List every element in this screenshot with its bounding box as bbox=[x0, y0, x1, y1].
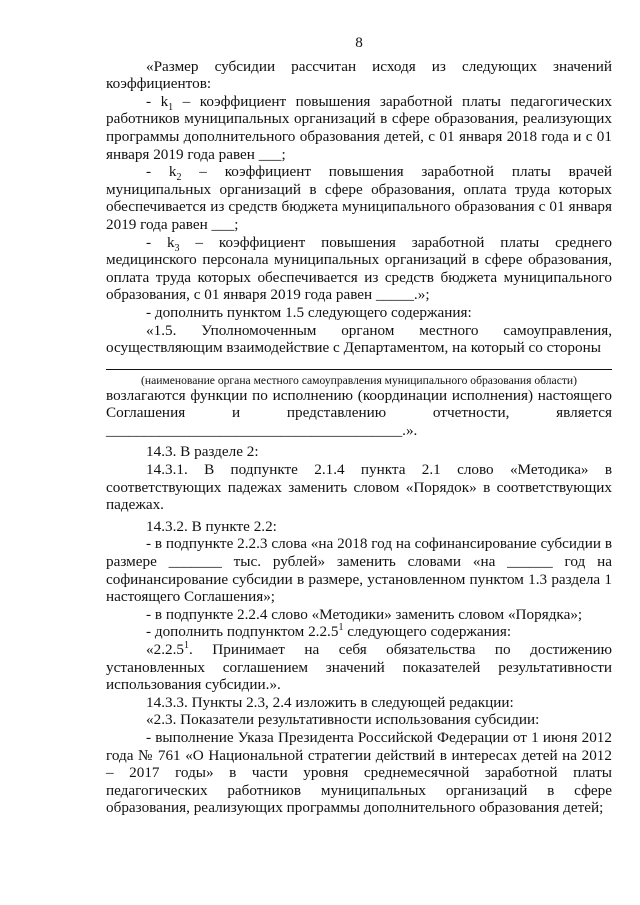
k2-text: – коэффициент повышения заработной платы врачей муниципальных организаций в сфере образования, оплата труда которых обеспечивается из средств бюджета муниципального образования с 01 января 2019 года равен ___; bbox=[106, 163, 612, 233]
paragraph-14-3: 14.3. В разделе 2: bbox=[146, 443, 259, 461]
blank-field-block bbox=[106, 361, 612, 387]
paragraph-k2 bbox=[106, 163, 612, 233]
p225-text: . Принимает на себя обязательства по достижению установленных соглашением значений показателей результативности использования субсидии.». bbox=[106, 641, 612, 694]
k2-prefix: - k bbox=[146, 163, 177, 181]
paragraph-k3 bbox=[106, 234, 612, 304]
paragraph-add-2-2-5 bbox=[106, 623, 612, 641]
paragraph-1-5: «1.5. Уполномоченным органом местного самоуправления, осуществляющим взаимодействие с Департаментом, на который со стороны bbox=[106, 321, 612, 357]
paragraph-2-2-3: - в подпункте 2.2.3 слова «на 2018 год на софинансирование субсидии в размере _______ тыс. рублей» заменить словами «на ______ год на софинансирование субсидии в размере, установленном пунктом 1.3 раздела 1 настоящего Соглашения»; bbox=[106, 535, 612, 606]
k3-prefix: - k bbox=[146, 233, 175, 251]
p225-superscript: 1 bbox=[183, 639, 189, 651]
paragraph-2-2-4: - в подпункте 2.2.4 слово «Методики» заменить словом «Порядка»; bbox=[146, 605, 583, 623]
page-number: 8 bbox=[355, 34, 363, 51]
add-2-2-5-prefix: - дополнить подпунктом 2.2.5 bbox=[146, 623, 339, 641]
paragraph-14-3-3: 14.3.3. Пункты 2.3, 2.4 изложить в следующей редакции: bbox=[146, 693, 514, 711]
paragraph-14-3-1: 14.3.1. В подпункте 2.1.4 пункта 2.1 слово «Методика» в соответствующих падежах заменить словом «Порядок» в соответствующих падежах. bbox=[106, 461, 612, 514]
paragraph-size-intro: «Размер субсидии рассчитан исходя из следующих значений коэффициентов: bbox=[106, 57, 612, 93]
k1-subscript: 1 bbox=[168, 101, 174, 113]
k2-subscript: 2 bbox=[176, 172, 182, 184]
k3-text: – коэффициент повышения заработной платы среднего медицинского персонала муниципальных организаций в сфере образования, оплата труда которых обеспечивается из средств бюджета муниципального образования, с 01 января 2019 года равен _____.»; bbox=[106, 233, 612, 304]
paragraph-1-5-continuation: возлагаются функции по исполнению (координации исполнения) настоящего Соглашения и представлению отчетности, является _______________________________________.». bbox=[106, 386, 612, 439]
blank-field-caption: (наименование органа местного самоуправления муниципального образования области) bbox=[141, 373, 577, 387]
k1-prefix: - k bbox=[146, 92, 169, 110]
k3-subscript: 3 bbox=[174, 242, 180, 254]
paragraph-ukaz: - выполнение Указа Президента Российской Федерации от 1 июня 2012 года № 761 «О Национальной стратегии действий в интересах детей на 2012 – 2017 годы» в части уровня среднемесячной заработной платы педагогических работников муниципальных организаций в сфере образования, реализующих программы дополнительного образования детей; bbox=[106, 728, 612, 817]
paragraph-2-2-5 bbox=[106, 641, 612, 694]
paragraph-k1 bbox=[106, 93, 612, 163]
p225-prefix: «2.2.5 bbox=[146, 641, 184, 658]
document-page bbox=[106, 34, 612, 817]
paragraph-2-3: «2.3. Показатели результативности использования субсидии: bbox=[146, 711, 540, 729]
k1-text: – коэффициент повышения заработной платы педагогических работников муниципальных организаций в сфере образования, реализующих программы дополнительного образования детей, с 01 января 2018 года и с 01 января 2019 года равен ___; bbox=[106, 92, 613, 163]
blank-field-line bbox=[106, 361, 612, 370]
add-2-2-5-suffix: следующего содержания: bbox=[343, 623, 512, 641]
paragraph-14-3-2: 14.3.2. В пункте 2.2: bbox=[146, 517, 277, 535]
add-2-2-5-superscript: 1 bbox=[338, 622, 344, 634]
paragraph-add-1-5: - дополнить пунктом 1.5 следующего содержания: bbox=[146, 303, 472, 321]
